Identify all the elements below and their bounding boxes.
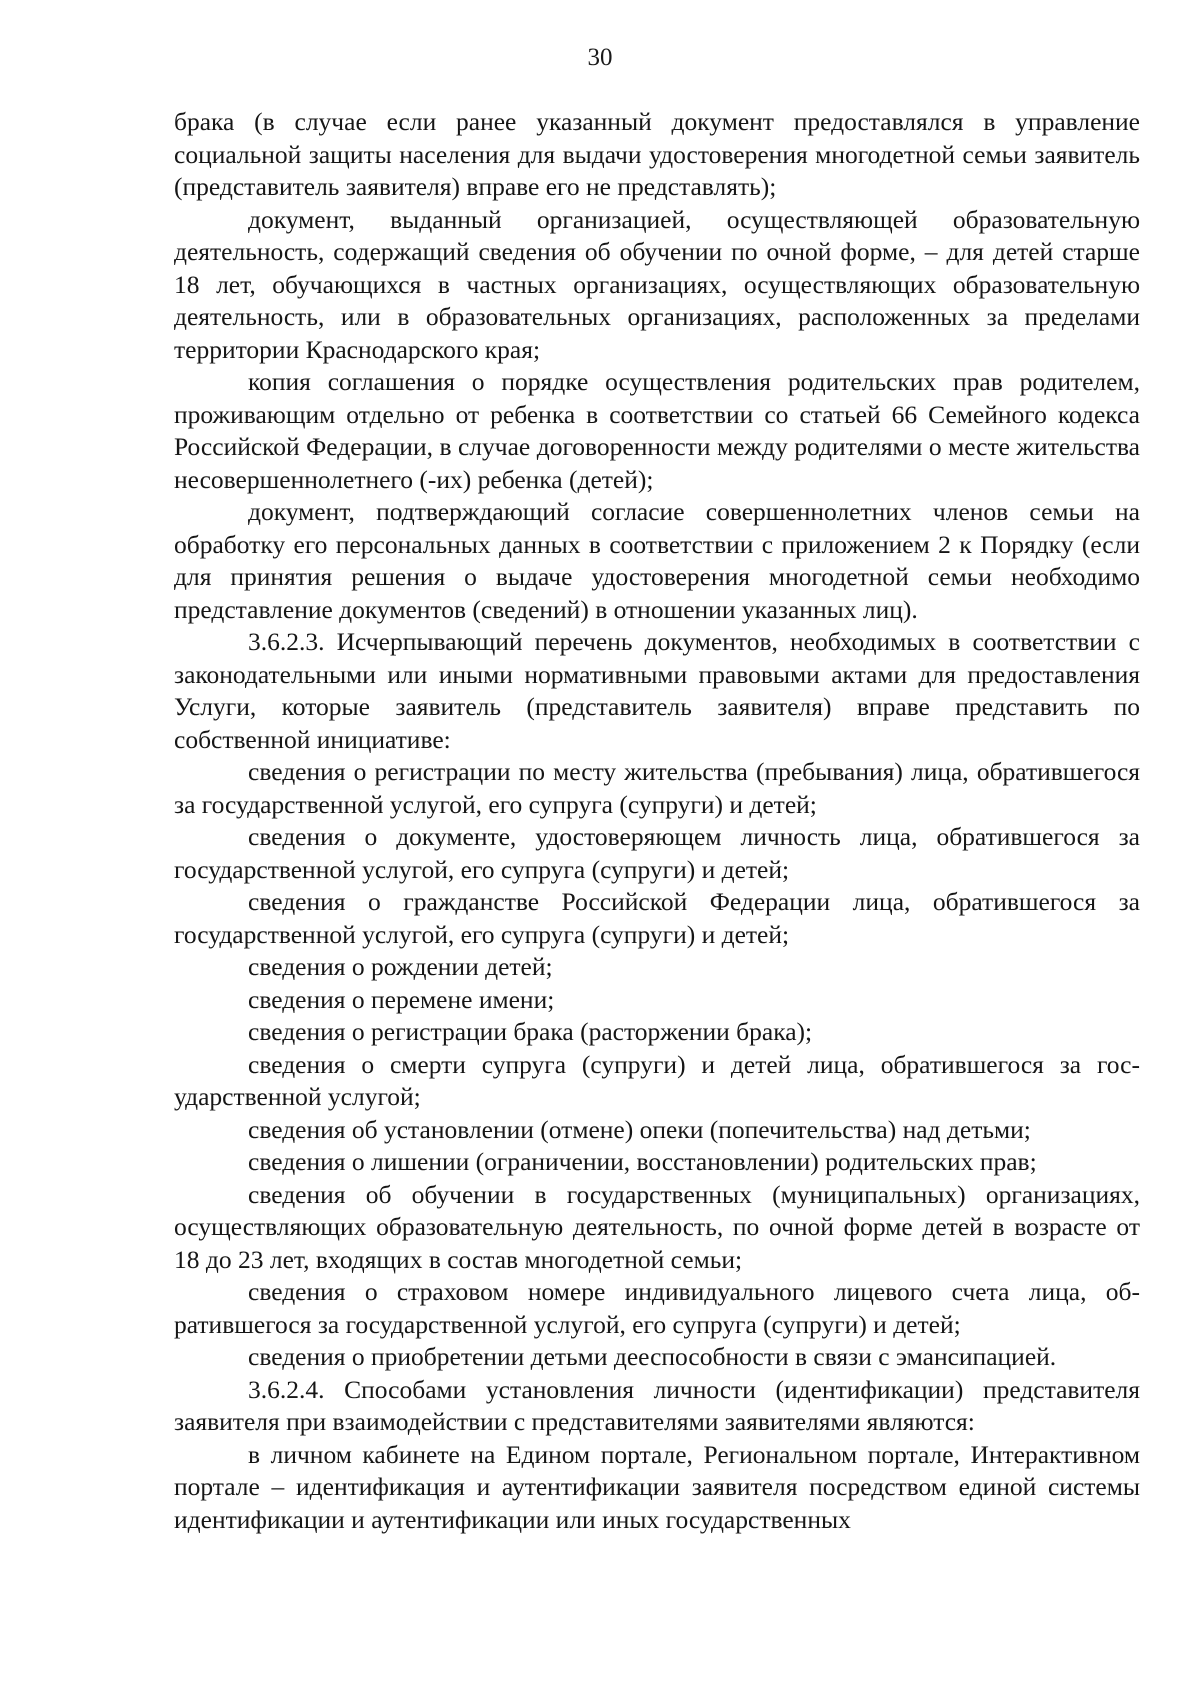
paragraph: сведения о перемене имени; [248, 984, 555, 1014]
document-body [174, 106, 1140, 1536]
paragraph: 3.6.2.3. Исчерпывающий перечень документов, необходимых в соответствии с законодательными или иными нормативными правовыми актами для предоставления Услуги, которые заявитель (представитель заявителя) вправе представить по собственной инициативе: [174, 627, 1140, 754]
page-number: 30 [587, 44, 613, 71]
paragraph: сведения о приобретении детьми дееспособности в связи с эмансипацией. [248, 1342, 1057, 1371]
paragraph: сведения об установлении (отмене) опеки (попечительства) над детьми; [248, 1114, 1031, 1144]
paragraph: сведения о документе, удостоверяющем личность лица, обратившегося за государственной услугой, его супруга (супруги) и детей; [174, 822, 1140, 884]
paragraph: сведения о страховом номере индивидуального лицевого счета лица, обратившегося за государственной услугой, его супруга (супруги) и детей; [174, 1277, 1140, 1339]
paragraph: сведения об обучении в государственных (муниципальных) организациях, осуществляющих образовательную деятельность, по очной форме детей в возрасте от 18 до 23 лет, входящих в состав многодетной семьи; [174, 1179, 1140, 1274]
paragraph: документ, подтверждающий согласие совершеннолетних членов семьи на обработку его персональных данных в соответствии с приложением 2 к Порядку (если для принятия решения о выдаче удостоверения многодетной семьи необходимо представление документов (сведений) в отношении указанных лиц). [174, 497, 1140, 624]
paragraph: документ, выданный организацией, осуществляющей образовательную деятельность, содержащий сведения об обучении по очной форме, – для детей старше 18 лет, обучающихся в частных организациях, осуществляющих образовательную деятельность, или в образовательных организациях, расположенных за пределами территории Краснодарского края; [174, 204, 1140, 364]
paragraph: сведения о регистрации брака (расторжении брака); [248, 1017, 813, 1046]
paragraph: сведения о смерти супруга (супруги) и детей лица, обратившегося за государственной услугой; [174, 1049, 1140, 1111]
paragraph: брака (в случае если ранее указанный документ предоставлялся в управление социальной защиты населения для выдачи удостоверения многодетной семьи заявитель (представитель заявителя) вправе его не представлять); [174, 107, 1140, 201]
paragraph: 3.6.2.4. Способами установления личности (идентификации) представителя заявителя при взаимодействии с представителями заявителями являются: [174, 1374, 1140, 1436]
paragraph: сведения о гражданстве Российской Федерации лица, обратившегося за государственной услугой, его супруга (супруги) и детей; [174, 887, 1140, 949]
paragraph: копия соглашения о порядке осуществления родительских прав родителем, проживающим отдельно от ребенка в соответствии со статьей 66 Семейного кодекса Российской Федерации, в случае договоренности между родителями о месте жительства несовершеннолетнего (-их) ребенка (детей); [174, 367, 1140, 494]
paragraph: в личном кабинете на Едином портале, Региональном портале, Интерактивном портале – идентификация и аутентификации заявителя посредством единой системы идентификации и аутентификации или иных государственных [174, 1439, 1140, 1534]
paragraph: сведения о лишении (ограничении, восстановлении) родительских прав; [248, 1147, 1037, 1176]
paragraph: сведения о регистрации по месту жительства (пребывания) лица, обратившегося за государственной услугой, его супруга (супруги) и детей; [174, 757, 1140, 819]
paragraph: сведения о рождении детей; [248, 952, 553, 981]
